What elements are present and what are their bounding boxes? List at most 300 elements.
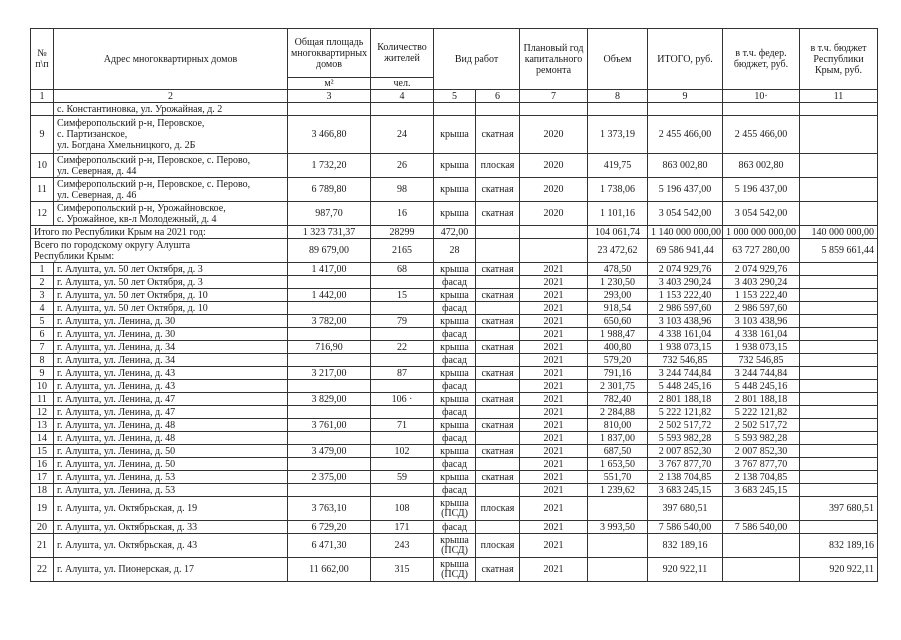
row-address: г. Алушта, ул. Ленина, д. 34 [54,341,288,354]
row-total: 2 801 188,18 [648,393,723,406]
row-year: 2021 [520,341,588,354]
capital-repair-table [30,28,878,582]
row-volume: 293,00 [588,289,648,302]
table-row [31,263,878,276]
row-roof-type: скатная [476,393,520,406]
row-volume: 650,60 [588,315,648,328]
row-area [288,354,371,367]
total-crimea-empty [476,226,520,239]
row-federal [723,534,800,558]
row-total: 3 403 290,24 [648,276,723,289]
row-address: г. Алушта, ул. Октябрьская, д. 43 [54,534,288,558]
total-alushta-label: Всего по городскому округу Алушта Республики Крым: [31,239,288,263]
row-federal: 3 767 877,70 [723,458,800,471]
row-area [288,302,371,315]
row-year: 2021 [520,276,588,289]
row-residents: 102 [371,445,434,458]
row-address: г. Алушта, ул. Ленина, д. 48 [54,432,288,445]
row-total: 5 222 121,82 [648,406,723,419]
column-number: 10· [723,90,800,103]
row-area: 3 217,00 [288,367,371,380]
row-area: 2 375,00 [288,471,371,484]
row-area [288,458,371,471]
row-address: г. Алушта, ул. 50 лет Октября, д. 3 [54,276,288,289]
row-address: г. Алушта, ул. 50 лет Октября, д. 3 [54,263,288,276]
row-roof-type [476,302,520,315]
row-total: 3 683 245,15 [648,484,723,497]
row-work-type: крыша [434,315,476,328]
row-federal: 5 196 437,00 [723,178,800,202]
row-total: 7 586 540,00 [648,521,723,534]
column-number: 6 [476,90,520,103]
row-year: 2021 [520,328,588,341]
header-volume: Объем [588,29,648,90]
row-work-type: фасад [434,302,476,315]
row-roof-type: плоская [476,497,520,521]
row-year: 2021 [520,354,588,367]
row-federal: 5 448 245,16 [723,380,800,393]
row-federal: 2 455 466,00 [723,116,800,154]
row-total: 732 546,85 [648,354,723,367]
row-volume: 2 284,88 [588,406,648,419]
row-address: г. Алушта, ул. 50 лет Октября, д. 10 [54,302,288,315]
row-total: 832 189,16 [648,534,723,558]
row-work-type: крыша [434,341,476,354]
row-volume: 1 101,16 [588,202,648,226]
row-volume: 810,00 [588,419,648,432]
row-crimea [800,354,878,367]
row-work-type: фасад [434,458,476,471]
table-row [31,178,878,202]
row-residents: 315 [371,558,434,582]
row-total: 5 196 437,00 [648,178,723,202]
total-alushta-row [31,239,878,263]
row-residents [371,328,434,341]
row-residents [371,380,434,393]
row-total: 5 593 982,28 [648,432,723,445]
row-federal: 3 103 438,96 [723,315,800,328]
row-volume: 1 837,00 [588,432,648,445]
row-residents: 22 [371,341,434,354]
row-residents: 68 [371,263,434,276]
row-roof-type [476,276,520,289]
row-number: 6 [31,328,54,341]
row-number: 13 [31,419,54,432]
total-alushta-empty [520,239,588,263]
table-row [31,302,878,315]
row-work-type: фасад [434,521,476,534]
row-address: г. Алушта, ул. 50 лет Октября, д. 10 [54,289,288,302]
row-roof-type [476,521,520,534]
row-number: 18 [31,484,54,497]
row-year: 2021 [520,419,588,432]
row-area: 716,90 [288,341,371,354]
row-year: 2021 [520,497,588,521]
column-number: 5 [434,90,476,103]
continuation-address: с. Константиновка, ул. Урожайная, д. 2 [54,103,288,116]
row-area: 3 479,00 [288,445,371,458]
row-address: г. Алушта, ул. Октябрьская, д. 19 [54,497,288,521]
row-area: 3 761,00 [288,419,371,432]
row-residents [371,406,434,419]
row-number: 22 [31,558,54,582]
row-crimea [800,445,878,458]
row-address: Симферопольский р-н, Перовское, с. Перово, ул. Северная, д. 46 [54,178,288,202]
row-crimea [800,341,878,354]
row-number: 12 [31,202,54,226]
table-row [31,419,878,432]
row-federal: 5 222 121,82 [723,406,800,419]
row-residents [371,432,434,445]
row-total: 3 054 542,00 [648,202,723,226]
table-row [31,276,878,289]
row-roof-type [476,328,520,341]
row-number: 9 [31,116,54,154]
row-area: 1 442,00 [288,289,371,302]
row-crimea: 920 922,11 [800,558,878,582]
row-work-type: крыша [434,471,476,484]
row-address: г. Алушта, ул. Ленина, д. 30 [54,315,288,328]
row-total: 2 455 466,00 [648,116,723,154]
row-roof-type: скатная [476,315,520,328]
table-row [31,432,878,445]
row-number: 9 [31,367,54,380]
total-alushta-residents: 2165 [371,239,434,263]
table-row [31,406,878,419]
row-address: г. Алушта, ул. Ленина, д. 50 [54,445,288,458]
row-roof-type [476,432,520,445]
row-work-type: фасад [434,380,476,393]
row-number: 8 [31,354,54,367]
row-federal: 3 054 542,00 [723,202,800,226]
row-crimea [800,328,878,341]
table-row [31,497,878,521]
row-number: 2 [31,276,54,289]
row-year: 2021 [520,289,588,302]
document-page [30,28,878,582]
row-address: Симферопольский р-н, Перовское, с. Партизанское, ул. Богдана Хмельницкого, д. 2Б [54,116,288,154]
row-federal: 5 593 982,28 [723,432,800,445]
row-number: 4 [31,302,54,315]
header-crimea: в т.ч. бюджет Республики Крым, руб. [800,29,878,90]
row-federal: 1 938 073,15 [723,341,800,354]
total-crimea-residents: 28299 [371,226,434,239]
row-federal: 7 586 540,00 [723,521,800,534]
row-crimea [800,393,878,406]
table-row [31,521,878,534]
row-federal: 2 074 929,76 [723,263,800,276]
table-row [31,380,878,393]
row-residents [371,302,434,315]
row-work-type: фасад [434,406,476,419]
row-crimea [800,432,878,445]
row-area: 987,70 [288,202,371,226]
row-number: 12 [31,406,54,419]
row-crimea [800,380,878,393]
row-address: Симферопольский р-н, Перовское, с. Перово, ул. Северная, д. 44 [54,154,288,178]
row-roof-type: скатная [476,341,520,354]
row-area [288,276,371,289]
column-number: 8 [588,90,648,103]
row-area [288,432,371,445]
row-roof-type [476,406,520,419]
row-area: 1 417,00 [288,263,371,276]
row-federal [723,497,800,521]
row-number: 11 [31,393,54,406]
header-work-type: Вид работ [434,29,520,90]
row-work-type: крыша [434,419,476,432]
row-residents: 16 [371,202,434,226]
row-work-type: крыша [434,367,476,380]
row-crimea [800,263,878,276]
row-roof-type [476,354,520,367]
row-area: 3 829,00 [288,393,371,406]
row-work-type: фасад [434,328,476,341]
total-crimea-budget: 140 000 000,00 [800,226,878,239]
header-residents: Количество жителей [371,29,434,78]
table-row [31,341,878,354]
row-area: 6 789,80 [288,178,371,202]
column-number: 2 [54,90,288,103]
row-residents: 71 [371,419,434,432]
total-alushta-area: 89 679,00 [288,239,371,263]
row-year: 2020 [520,178,588,202]
column-number: 9 [648,90,723,103]
row-address: г. Алушта, ул. Октябрьская, д. 33 [54,521,288,534]
row-number: 14 [31,432,54,445]
row-year: 2021 [520,558,588,582]
row-crimea [800,116,878,154]
row-crimea [800,458,878,471]
total-alushta-federal: 63 727 280,00 [723,239,800,263]
row-federal: 3 403 290,24 [723,276,800,289]
row-area [288,328,371,341]
total-crimea-work: 472,00 [434,226,476,239]
row-number: 11 [31,178,54,202]
row-roof-type: скатная [476,445,520,458]
row-roof-type [476,458,520,471]
row-crimea [800,202,878,226]
row-address: г. Алушта, ул. Ленина, д. 53 [54,471,288,484]
row-crimea [800,178,878,202]
row-residents: 108 [371,497,434,521]
row-federal: 863 002,80 [723,154,800,178]
row-total: 2 502 517,72 [648,419,723,432]
row-area [288,406,371,419]
row-number: 10 [31,154,54,178]
row-year: 2021 [520,393,588,406]
row-total: 5 448 245,16 [648,380,723,393]
column-number: 3 [288,90,371,103]
row-crimea [800,367,878,380]
row-number: 15 [31,445,54,458]
table-row [31,116,878,154]
row-number: 10 [31,380,54,393]
row-area: 6 729,20 [288,521,371,534]
row-total: 3 244 744,84 [648,367,723,380]
row-residents: 24 [371,116,434,154]
table-row [31,202,878,226]
total-crimea-total: 1 140 000 000,00 [648,226,723,239]
row-address: г. Алушта, ул. Ленина, д. 43 [54,380,288,393]
header-address: Адрес многоквартирных домов [54,29,288,90]
row-number: 17 [31,471,54,484]
row-federal: 4 338 161,04 [723,328,800,341]
row-volume: 1 738,06 [588,178,648,202]
row-roof-type: скатная [476,116,520,154]
row-year: 2021 [520,367,588,380]
row-number: 16 [31,458,54,471]
row-residents: 243 [371,534,434,558]
header-num: № п\п [31,29,54,90]
row-year: 2021 [520,263,588,276]
row-volume: 1 988,47 [588,328,648,341]
row-total: 2 138 704,85 [648,471,723,484]
row-work-type: фасад [434,354,476,367]
row-residents [371,484,434,497]
table-row [31,289,878,302]
row-work-type: крыша (ПСД) [434,497,476,521]
row-crimea [800,521,878,534]
table-row [31,458,878,471]
row-number: 5 [31,315,54,328]
total-crimea-federal: 1 000 000 000,00 [723,226,800,239]
row-number: 1 [31,263,54,276]
row-federal: 2 138 704,85 [723,471,800,484]
total-alushta-total: 69 586 941,44 [648,239,723,263]
row-number: 21 [31,534,54,558]
row-volume: 1 239,62 [588,484,648,497]
row-volume: 579,20 [588,354,648,367]
header-area-unit: м² [288,78,371,90]
row-area: 6 471,30 [288,534,371,558]
column-number: 4 [371,90,434,103]
row-roof-type: скатная [476,367,520,380]
row-work-type: крыша [434,445,476,458]
row-roof-type [476,380,520,393]
table-row [31,367,878,380]
row-roof-type: скатная [476,202,520,226]
row-area [288,484,371,497]
row-federal: 3 244 744,84 [723,367,800,380]
row-address: Симферопольский р-н, Урожайновское, с. Урожайное, кв-л Молодежный, д. 4 [54,202,288,226]
header-residents-unit: чел. [371,78,434,90]
row-crimea [800,315,878,328]
row-year: 2021 [520,302,588,315]
row-work-type: крыша [434,178,476,202]
row-volume: 1 230,50 [588,276,648,289]
column-numbers-row [31,90,878,103]
row-area: 3 466,80 [288,116,371,154]
table-row [31,484,878,497]
row-area [288,380,371,393]
row-total: 2 074 929,76 [648,263,723,276]
total-crimea-empty [520,226,588,239]
row-work-type: крыша (ПСД) [434,534,476,558]
row-volume: 918,54 [588,302,648,315]
row-federal: 3 683 245,15 [723,484,800,497]
row-volume: 687,50 [588,445,648,458]
row-roof-type: плоская [476,154,520,178]
row-crimea [800,154,878,178]
row-volume: 2 301,75 [588,380,648,393]
total-crimea-area: 1 323 731,37 [288,226,371,239]
row-work-type: крыша [434,289,476,302]
row-roof-type: скатная [476,471,520,484]
row-residents: 171 [371,521,434,534]
row-residents: 98 [371,178,434,202]
column-number: 1 [31,90,54,103]
row-total: 2 986 597,60 [648,302,723,315]
row-work-type: крыша [434,116,476,154]
row-federal [723,558,800,582]
row-area: 3 763,10 [288,497,371,521]
row-total: 4 338 161,04 [648,328,723,341]
row-volume: 400,80 [588,341,648,354]
row-address: г. Алушта, ул. Ленина, д. 47 [54,406,288,419]
row-total: 863 002,80 [648,154,723,178]
total-crimea-label: Итого по Республики Крым на 2021 год: [31,226,288,239]
row-address: г. Алушта, ул. Ленина, д. 34 [54,354,288,367]
row-year: 2021 [520,471,588,484]
table-row [31,558,878,582]
row-year: 2021 [520,406,588,419]
row-volume: 478,50 [588,263,648,276]
table-row [31,445,878,458]
row-total: 2 007 852,30 [648,445,723,458]
row-federal: 2 801 188,18 [723,393,800,406]
row-roof-type: скатная [476,263,520,276]
row-address: г. Алушта, ул. Ленина, д. 30 [54,328,288,341]
row-year: 2020 [520,154,588,178]
row-volume: 1 653,50 [588,458,648,471]
row-volume [588,497,648,521]
header-total: ИТОГО, руб. [648,29,723,90]
row-residents: 59 [371,471,434,484]
row-residents: 87 [371,367,434,380]
row-year: 2020 [520,116,588,154]
total-alushta-volume: 23 472,62 [588,239,648,263]
row-year: 2021 [520,380,588,393]
row-roof-type: плоская [476,534,520,558]
row-crimea [800,471,878,484]
row-volume: 1 373,19 [588,116,648,154]
row-residents [371,276,434,289]
table-row [31,328,878,341]
row-work-type: крыша (ПСД) [434,558,476,582]
row-federal: 1 153 222,40 [723,289,800,302]
row-roof-type: скатная [476,558,520,582]
row-crimea: 397 680,51 [800,497,878,521]
row-work-type: крыша [434,393,476,406]
row-residents: 15 [371,289,434,302]
row-volume: 419,75 [588,154,648,178]
row-address: г. Алушта, ул. Ленина, д. 50 [54,458,288,471]
row-number: 19 [31,497,54,521]
row-roof-type: скатная [476,419,520,432]
row-work-type: фасад [434,432,476,445]
row-address: г. Алушта, ул. Пионерская, д. 17 [54,558,288,582]
row-area: 1 732,20 [288,154,371,178]
row-number: 7 [31,341,54,354]
row-year: 2021 [520,534,588,558]
row-year: 2021 [520,445,588,458]
row-number: 20 [31,521,54,534]
header-year: Плановый год капитального ремонта [520,29,588,90]
row-year: 2021 [520,432,588,445]
row-residents: 106 · [371,393,434,406]
row-volume: 791,16 [588,367,648,380]
